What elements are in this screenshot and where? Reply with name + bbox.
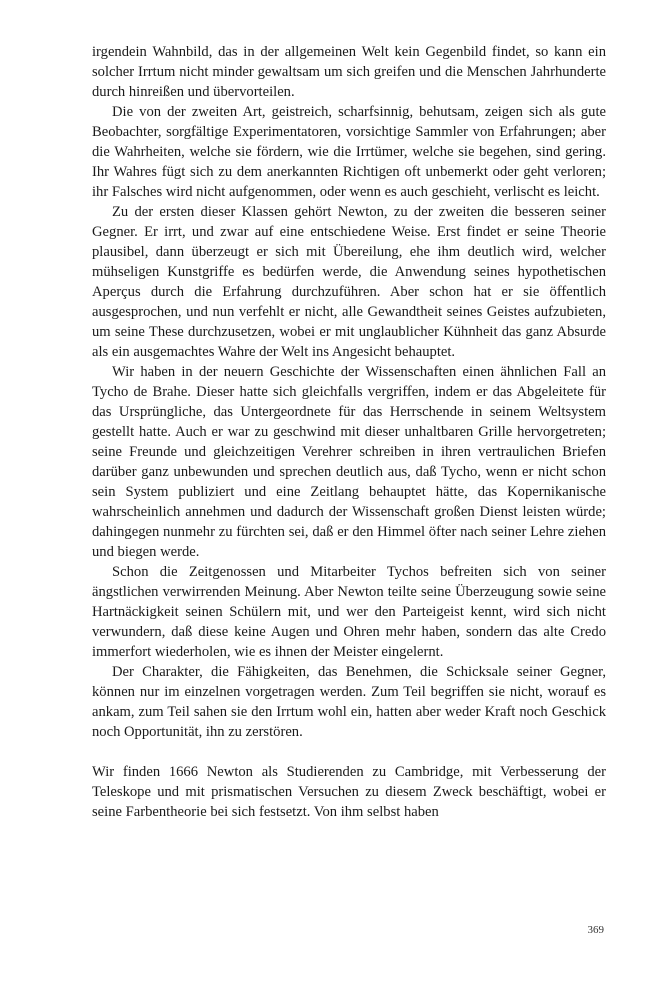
paragraph-cambridge: Wir finden 1666 Newton als Studierenden zu Cambridge, mit Verbesserung der Teleskope und mit prismatischen Versuchen zu diesem Zweck beschäftigt, wobei er seine Farbentheorie bei sich festsetzt. Von ihm selbst haben [92, 764, 606, 820]
paragraph-newton: Zu der ersten dieser Klassen gehört Newton, zu der zweiten die besseren seiner Gegner. Er irrt, und zwar auf eine entschiedene Weise. Erst findet er seine Theorie plausibel, dann überzeugt er sich mit Übereilung, ehe ihm deutlich wird, welcher mühseligen Kunstgriffe es bedürfen werde, die Anwendung seines hypothetischen Aperçus durch die Erfahrung durchzuführen. Aber schon hat er sie öffentlich ausgesprochen, und nun verfehlt er nicht, alle Gewandtheit seines Geistes aufzubieten, um seine These durchzusetzen, wobei er mit unglaublicher Kühnheit das ganz Absurde als ein ausgemachtes Wahre der Welt ins Angesicht behauptet. [92, 204, 606, 360]
body-text [92, 42, 606, 822]
paragraph-tycho: Wir haben in der neuern Geschichte der Wissenschaften einen ähnlichen Fall an Tycho de Brahe. Dieser hatte sich gleichfalls vergriffen, indem er das Abgeleitete für das Ursprüngliche, das Untergeordnete für das Herrschende in seinem Weltsystem gestellt hatte. Auch er war zu geschwind mit dieser unhaltbaren Grille hervorgetreten; seine Freunde und gleichzeitigen Verehrer schreiben in ihren vertraulichen Briefen darüber ganz unbewunden und sprechen deutlich aus, daß Tycho, wenn er nicht schon sein System publiziert und eine Zeitlang behauptet hätte, das Kopernikanische wahrscheinlich annehmen und dadurch der Wissenschaft großen Dienst leisten würde; dahingegen nunmehr zu fürchten sei, daß er den Himmel öfter nach seiner Lehre ziehen und biegen werde. [92, 364, 606, 560]
paragraph-contemporaries: Schon die Zeitgenossen und Mitarbeiter Tychos befreiten sich von seiner ängstlichen verwirrenden Meinung. Aber Newton teilte seine Überzeugung sowie seine Hartnäckigkeit seinen Schülern mit, und wer den Parteigeist kennt, wird sich nicht verwundern, daß diese keine Augen und Ohren mehr haben, sondern das alte Credo immerfort wiederholen, wie es ihnen der Meister eingelernt. [92, 564, 606, 660]
page-number: 369 [587, 924, 604, 936]
paragraph-second-class: Die von der zweiten Art, geistreich, scharfsinnig, behutsam, zeigen sich als gute Beobachter, sorgfältige Experimentatoren, vorsichtige Sammler von Erfahrungen; aber die Wahrheiten, welche sie fördern, wie die Irrtümer, welche sie begehen, sind gering. Ihr Wahres fügt sich zu dem anerkannten Richtigen oft unbemerkt oder geht verloren; ihr Falsches wird nicht aufgenommen, oder wenn es auch geschieht, verlischt es leicht. [92, 104, 606, 200]
paragraph-continuation: irgendein Wahnbild, das in der allgemeinen Welt kein Gegenbild findet, so kann ein solcher Irrtum nicht minder gewaltsam um sich greifen und die Menschen Jahrhunderte durch hinreißen und übervorteilen. [92, 44, 606, 100]
paragraph-opponents: Der Charakter, die Fähigkeiten, das Benehmen, die Schicksale seiner Gegner, können nur im einzelnen vorgetragen werden. Zum Teil begriffen sie nicht, worauf es ankam, zum Teil sahen sie den Irrtum wohl ein, hatten aber weder Kraft noch Geschick noch Opportunität, ihn zu zerstören. [92, 664, 606, 740]
